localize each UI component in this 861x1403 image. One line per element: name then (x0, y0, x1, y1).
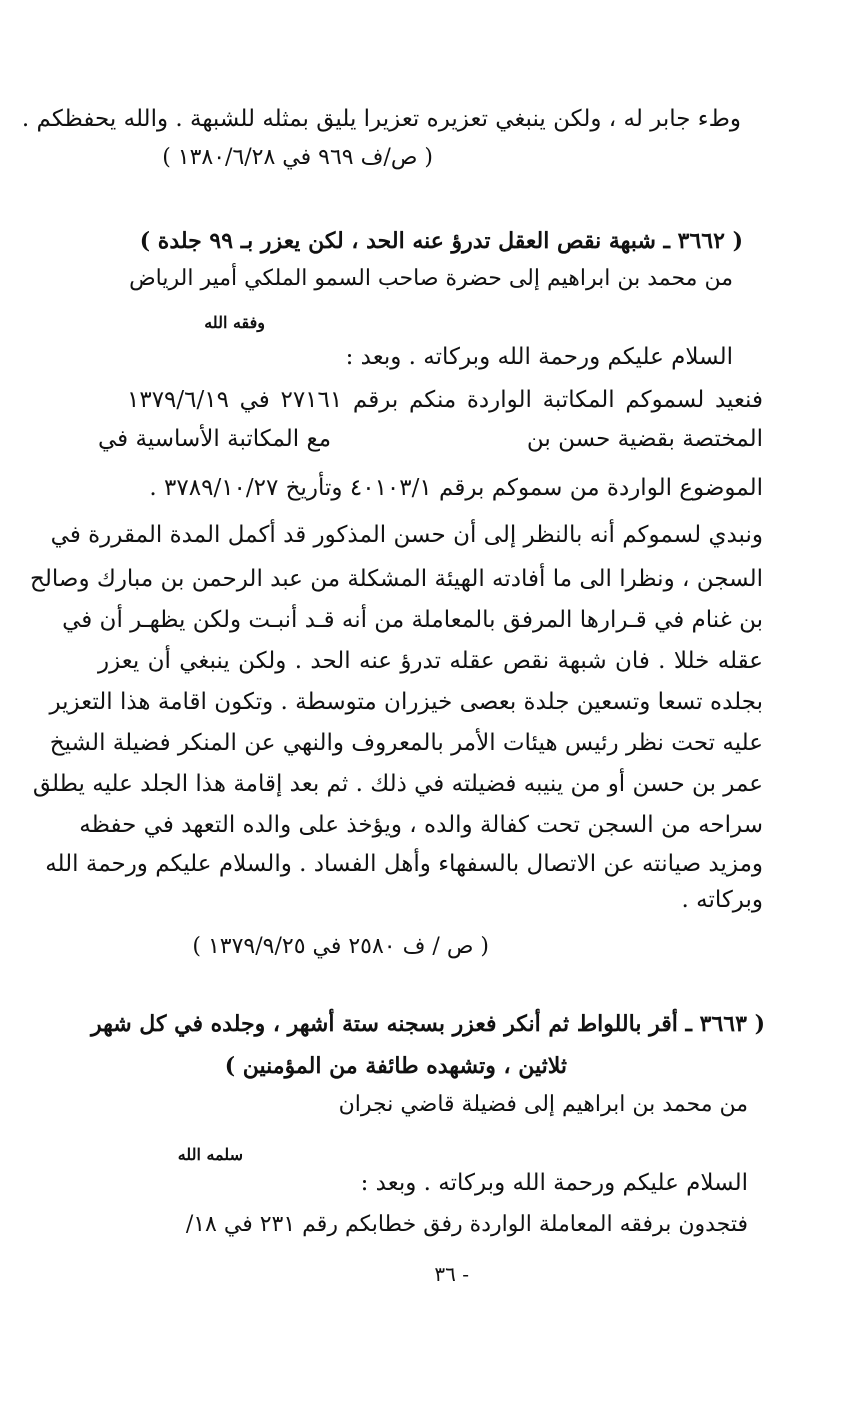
body-line: سراحه من السجن تحت كفالة والده ، ويؤخذ على والده التعهد في حفظه (79, 812, 763, 838)
body-line: بجلده تسعا وتسعين جلدة بعصى خيزران متوسطة . وتكون اقامة هذا التعزير (49, 689, 763, 715)
body-line: ونبدي لسموكم أنه بالنظر إلى أن حسن المذكور قد أكمل المدة المقررة في (50, 522, 763, 548)
section-3662-wish: وفقه الله (204, 313, 265, 332)
body-line: عليه تحت نظر رئيس هيئات الأمر بالمعروف والنهي عن المنكر فضيلة الشيخ (49, 730, 763, 756)
section-3662-heading: ( ٣٦٦٢ ـ شبهة نقص العقل تدرؤ عنه الحد ، لكن يعزر بـ ٩٩ جلدة ) (139, 228, 743, 254)
section-3663-wish: سلمه الله (177, 1145, 243, 1164)
body-line-part: مع المكاتبة الأساسية في (98, 426, 332, 452)
body-line: وبركاته . (681, 887, 763, 913)
section-3663-from: من محمد بن ابراهيم إلى فضيلة قاضي نجران (338, 1092, 748, 1117)
body-line: فنعيد لسموكم المكاتبة الواردة منكم برقم ٢٧١٦١ في ١٣٧٩/٦/١٩ (127, 387, 763, 413)
section-3663-heading-continued: ثلاثين ، وتشهده طائفة من المؤمنين ) (224, 1053, 567, 1079)
page-number: - ٣٦ (434, 1262, 469, 1286)
top-line: وطء جابر له ، ولكن ينبغي تعزيره تعزيرا يليق بمثله للشبهة . والله يحفظكم . (21, 106, 741, 132)
section-3662-reference: ( ص / ف ٢٥٨٠ في ١٣٧٩/٩/٢٥ ) (192, 934, 489, 959)
top-reference: ( ص/ف ٩٦٩ في ١٣٨٠/٦/٢٨ ) (162, 145, 433, 170)
body-line (98, 424, 763, 454)
section-3663-body: فتجدون برفقه المعاملة الواردة رفق خطابكم رقم ٢٣١ في ١٨/ (185, 1212, 748, 1237)
section-3663-heading: ( ٣٦٦٣ ـ أقر باللواط ثم أنكر فعزر بسجنه ستة أشهر ، وجلده في كل شهر (90, 1011, 765, 1037)
section-3662-from: من محمد بن ابراهيم إلى حضرة صاحب السمو الملكي أمير الرياض (129, 266, 733, 291)
body-line: الموضوع الواردة من سموكم برقم ٤٠١٠٣/١ وتأريخ ٣٧٨٩/١٠/٢٧ . (149, 475, 763, 501)
section-3662-greeting: السلام عليكم ورحمة الله وبركاته . وبعد : (345, 344, 733, 370)
section-3663-greeting: السلام عليكم ورحمة الله وبركاته . وبعد : (360, 1170, 748, 1196)
body-line: السجن ، ونظرا الى ما أفادته الهيئة المشكلة من عبد الرحمن بن مبارك وصالح (30, 566, 763, 592)
body-line: عمر بن حسن أو من ينيبه فضيلته في ذلك . ثم بعد إقامة هذا الجلد عليه يطلق (32, 771, 763, 797)
body-line: ومزيد صيانته عن الاتصال بالسفهاء وأهل الفساد . والسلام عليكم ورحمة الله (45, 851, 763, 877)
body-line-part: المختصة بقضية حسن بن (526, 426, 763, 452)
body-line: بن غنام في قـرارها المرفق بالمعاملة من أنه قـد أنبـت ولكن يظهـر أن في (62, 607, 763, 633)
body-line: عقله خللا . فان شبهة نقص عقله تدرؤ عنه الحد . ولكن ينبغي أن يعزر (98, 648, 763, 674)
